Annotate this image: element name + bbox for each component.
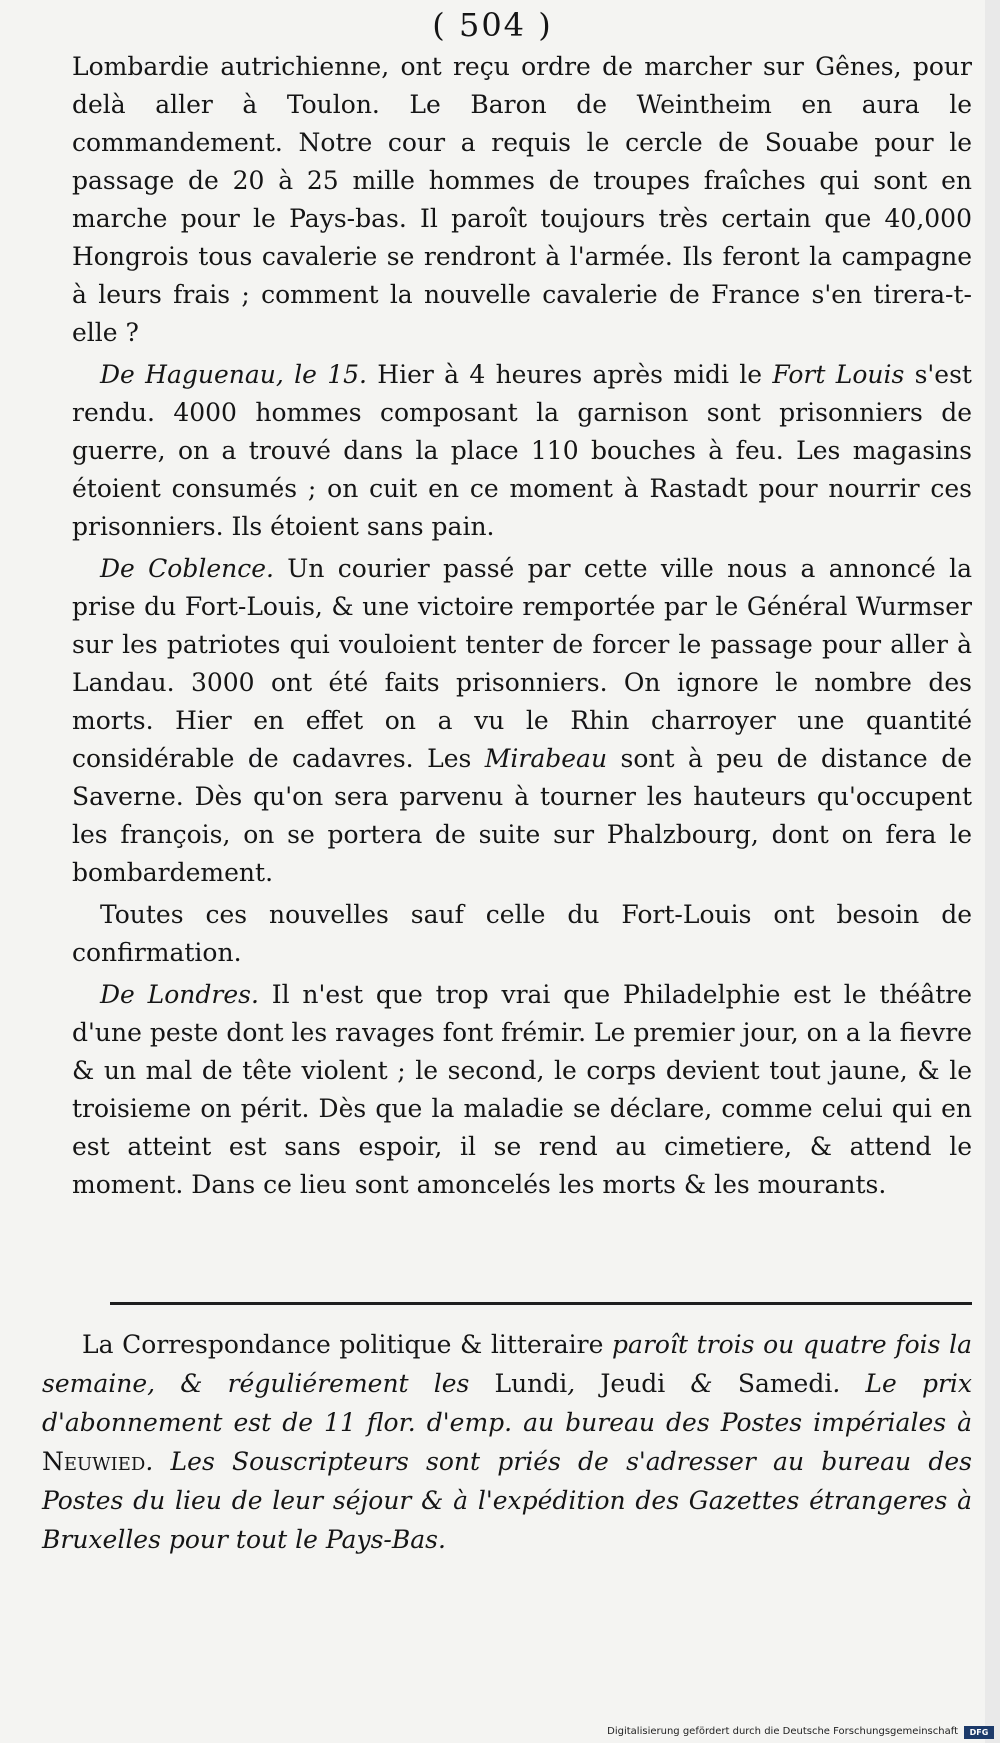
notice-run: & — [665, 1369, 738, 1398]
text-run: s'est rendu. 4000 hommes composant la garnison sont prisonniers de guerre, on a trouvé dans la place 110 bouches à feu. Les magasins étoient consumés ; on cuit en ce moment à Rastadt pour nourrir ces prisonniers. Ils étoient sans pain. — [72, 360, 972, 541]
notice-run: . Les Souscripteurs sont priés de s'adresser au bureau des Postes du lieu de leur séjour & à l'expédition des Gazettes étrangeres à Bruxelles pour tout le Pays-Bas. — [42, 1447, 972, 1554]
article-paragraph — [72, 976, 972, 1204]
italic-run: De Haguenau, le 15. — [100, 360, 367, 389]
italic-run: De Londres. — [100, 980, 259, 1009]
italic-run: Fort Louis — [772, 360, 905, 389]
italic-run: Mirabeau — [484, 744, 608, 773]
notice-run: La Correspondance politique & litteraire — [82, 1330, 604, 1359]
subscription-notice — [42, 1325, 972, 1559]
text-run: Toutes ces nouvelles sauf celle du Fort-Louis ont besoin de confirmation. — [72, 900, 972, 967]
notice-run: paroît trois ou quatre fois la semaine, & réguliérement les — [42, 1330, 972, 1398]
article-body — [72, 48, 972, 1208]
notice-run: , — [567, 1369, 601, 1398]
article-paragraph — [72, 356, 972, 546]
page-edge — [985, 0, 1000, 1743]
notice-run: Neuwied — [42, 1447, 146, 1476]
italic-run: De Coblence. — [100, 554, 274, 583]
notice-run: Jeudi — [600, 1369, 666, 1398]
text-run: Un courier passé par cette ville nous a annoncé la prise du Fort-Louis, & une victoire remportée par le Général Wurmser sur les patriotes qui vouloient tenter de forcer le passage pour aller à Landau. 3000 ont été faits prisonniers. On ignore le nombre des morts. Hier en effet on a vu le Rhin charroyer une quantité considérable de cadavres. Les — [72, 554, 972, 773]
page-number: ( 504 ) — [432, 6, 553, 44]
text-run: Il n'est que trop vrai que Philadelphie est le théâtre d'une peste dont les ravages font frémir. Le premier jour, on a la fievre & un mal de tête violent ; le second, le corps devient tout jaune, & le troisieme on périt. Dès que la maladie se déclare, comme celui qui en est atteint est sans espoir, il se rend au cimetiere, & attend le moment. Dans ce lieu sont amoncelés les morts & les mourants. — [72, 980, 972, 1199]
text-run: Lombardie autrichienne, ont reçu ordre de marcher sur Gênes, pour delà aller à Toulon. Le Baron de Weintheim en aura le commandement. Notre cour a requis le cercle de Souabe pour le passage de 20 à 25 mille hommes de troupes fraîches qui sont en marche pour le Pays-bas. Il paroît toujours très certain que 40,000 Hongrois tous cavalerie se rendront à l'armée. Ils feront la campagne à leurs frais ; comment la nouvelle cavalerie de France s'en tirera-t-elle ? — [72, 52, 972, 347]
digitization-credit: Digitalisierung gefördert durch die Deutsche Forschungsgemeinschaft — [607, 1726, 958, 1737]
divider-rule — [110, 1302, 972, 1305]
article-paragraph — [72, 550, 972, 892]
notice-run: Samedi — [737, 1369, 833, 1398]
text-run: sont à peu de distance de Saverne. Dès qu'on sera parvenu à tourner les hauteurs qu'occupent les françois, on se portera de suite sur Phalzbourg, dont on fera le bombardement. — [72, 744, 972, 887]
notice-run: . Le prix d'abonnement est de 11 flor. d'emp. au bureau des Postes impériales à — [42, 1369, 972, 1437]
text-run: Hier à 4 heures après midi le — [366, 360, 773, 389]
article-paragraph — [72, 48, 972, 352]
notice-run: Lundi — [494, 1369, 568, 1398]
dfg-logo-icon: DFG — [964, 1726, 994, 1739]
article-paragraph — [72, 896, 972, 972]
